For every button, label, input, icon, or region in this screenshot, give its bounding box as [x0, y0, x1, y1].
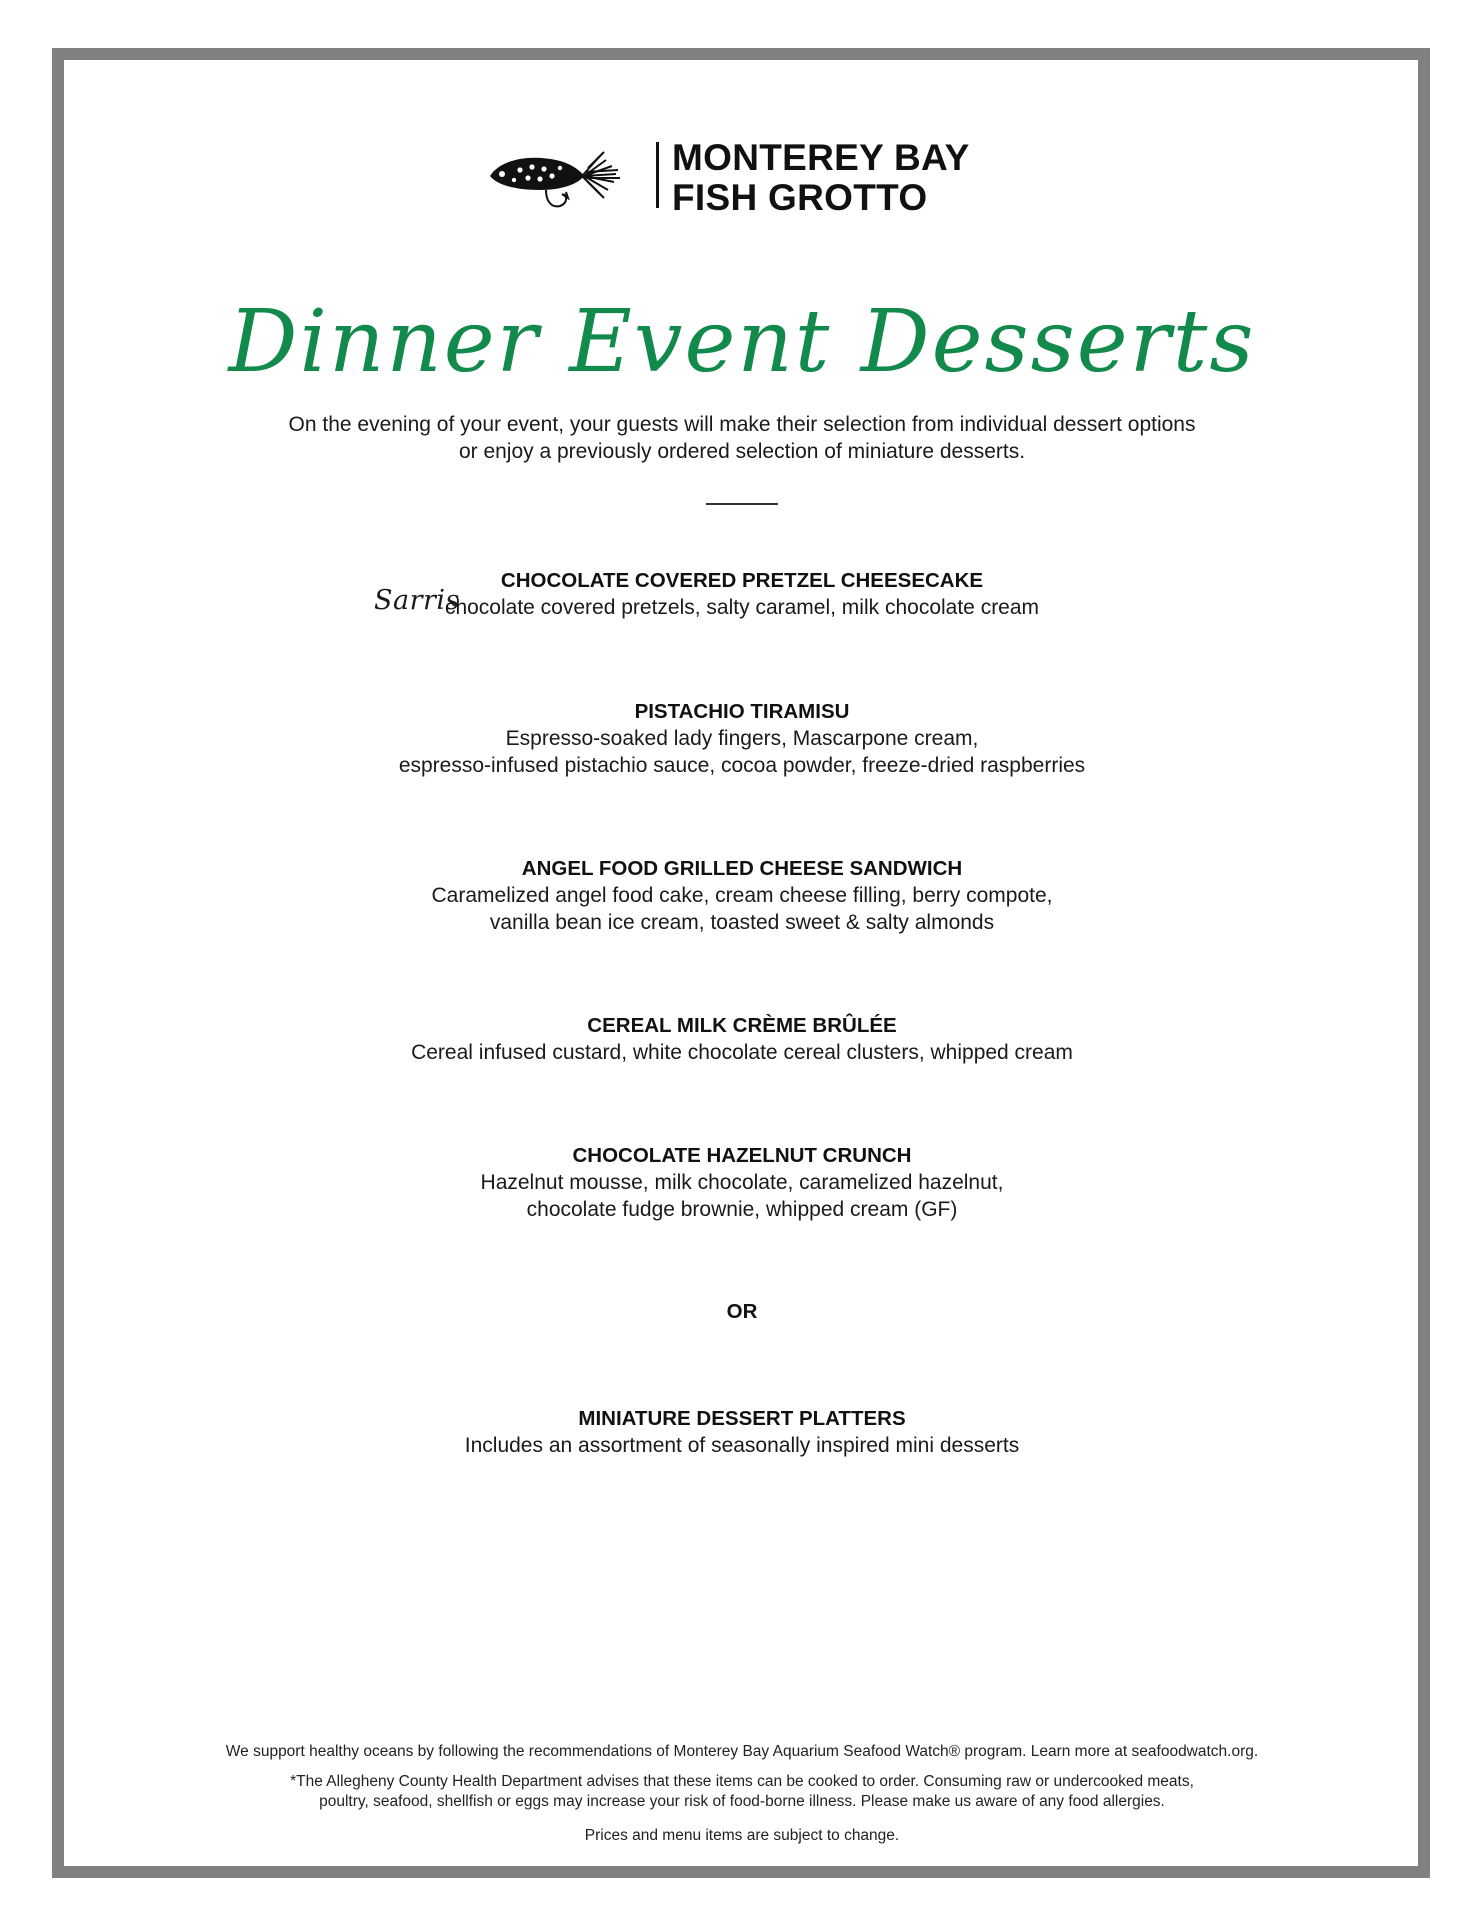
menu-item	[0, 1405, 1484, 1459]
intro-line-2: or enjoy a previously ordered selection of miniature desserts.	[458, 440, 1026, 463]
menu-item-name: CHOCOLATE HAZELNUT CRUNCH	[572, 1144, 912, 1167]
seafood-watch-text: We support healthy oceans by following the recommendations of Monterey Bay Aquarium Seafood Watch® program. Learn more at seafoodwatch.org.	[225, 1743, 1259, 1760]
menu-item-name: PISTACHIO TIRAMISU	[634, 700, 850, 723]
menu-item-description: Espresso-soaked lady fingers, Mascarpone cream,	[505, 727, 979, 750]
fishing-fly-icon	[488, 142, 638, 212]
page-title: Dinner Event Desserts	[228, 292, 1256, 392]
seafood-watch-note	[0, 1742, 1484, 1762]
prices-note-text: Prices and menu items are subject to change.	[584, 1827, 900, 1844]
menu-item-name: CEREAL MILK CRÈME BRÛLÉE	[587, 1014, 897, 1037]
menu-item-description: chocolate covered pretzels, salty caramel, milk chocolate cream	[444, 596, 1040, 619]
section-divider	[706, 503, 778, 505]
prices-note	[0, 1826, 1484, 1846]
restaurant-name-line2: FISH GROTTO	[672, 177, 928, 218]
menu-item-description: chocolate fudge brownie, whipped cream (GF)	[526, 1198, 958, 1221]
menu-item-description: Cereal infused custard, white chocolate cereal clusters, whipped cream	[411, 1041, 1073, 1064]
restaurant-name-line1: MONTEREY BAY	[672, 137, 970, 178]
menu-item-name: ANGEL FOOD GRILLED CHEESE SANDWICH	[521, 857, 963, 880]
menu-item-name: CHOCOLATE COVERED PRETZEL CHEESECAKE	[500, 569, 984, 592]
health-advisory-line-2: poultry, seafood, shellfish or eggs may increase your risk of food-borne illness. Please make us aware of any food allergies.	[319, 1793, 1165, 1810]
intro-line-1: On the evening of your event, your guests will make their selection from individual dessert options	[288, 413, 1196, 436]
restaurant-logo	[488, 136, 1008, 216]
sarris-brand-logo: Sarris	[374, 585, 460, 616]
menu-item-description: espresso-infused pistachio sauce, cocoa powder, freeze-dried raspberries	[398, 754, 1086, 777]
menu-item-description: Includes an assortment of seasonally inspired mini desserts	[464, 1434, 1020, 1457]
menu-item	[0, 855, 1484, 936]
menu-item	[0, 1012, 1484, 1066]
menu-item	[0, 1142, 1484, 1223]
intro-text	[0, 411, 1484, 465]
menu-item	[0, 698, 1484, 779]
menu-item-description: Hazelnut mousse, milk chocolate, caramelized hazelnut,	[480, 1171, 1004, 1194]
health-advisory-line-1: *The Allegheny County Health Department advises that these items can be cooked to order. Consuming raw or undercooked meats,	[290, 1773, 1194, 1790]
menu-item-description: Caramelized angel food cake, cream cheese filling, berry compote,	[431, 884, 1053, 907]
menu-item-description: vanilla bean ice cream, toasted sweet & salty almonds	[489, 911, 995, 934]
or-separator: OR	[726, 1300, 758, 1323]
health-advisory	[0, 1772, 1484, 1812]
menu-item	[0, 567, 1484, 621]
logo-divider	[656, 142, 659, 208]
menu-item-name: MINIATURE DESSERT PLATTERS	[578, 1407, 906, 1430]
restaurant-name	[672, 138, 970, 218]
